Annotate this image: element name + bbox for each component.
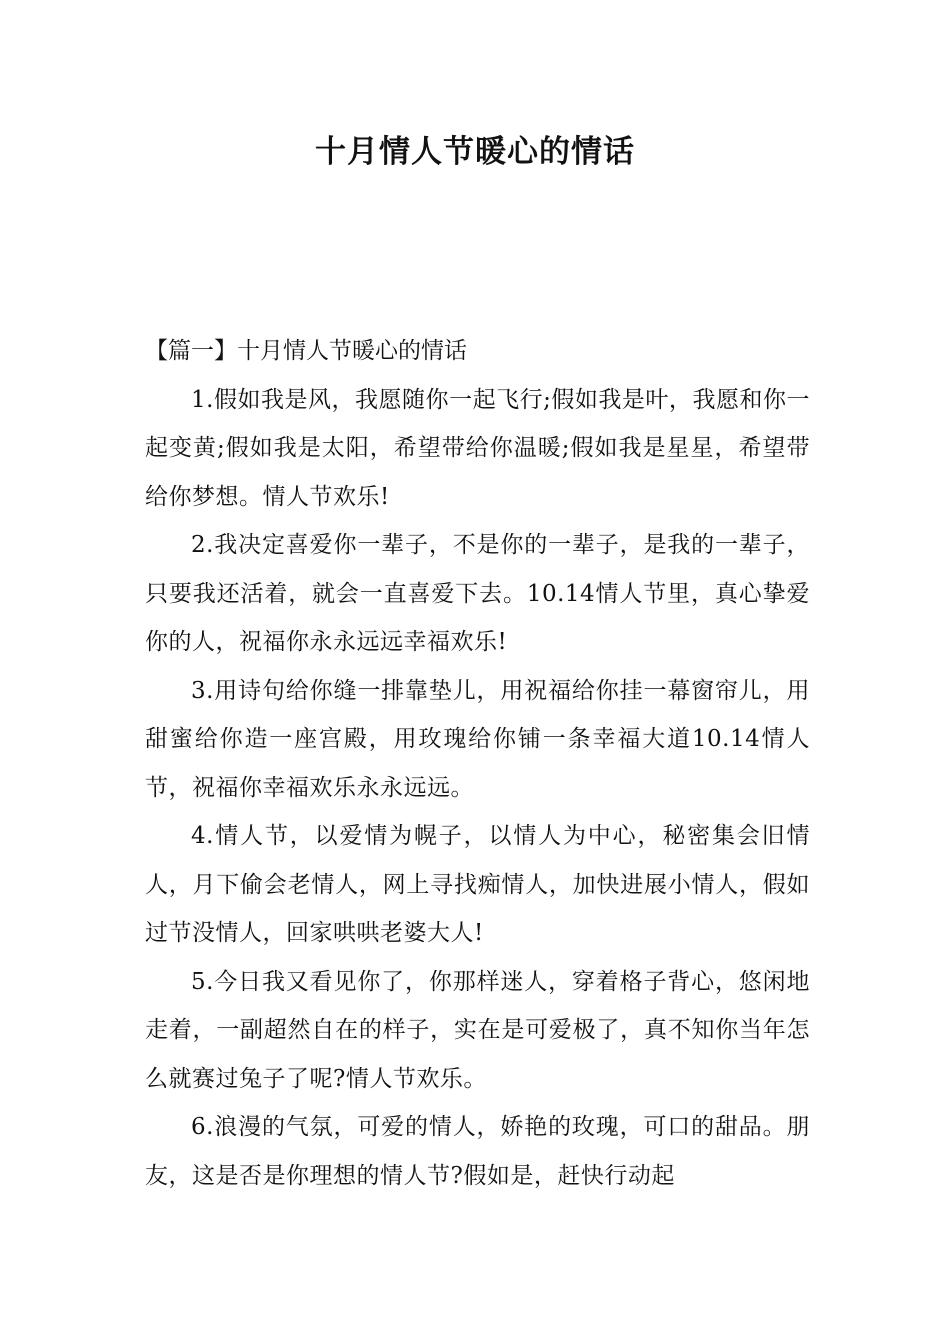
document-body <box>145 327 810 1200</box>
paragraph-item-5: 5.今日我又看见你了，你那样迷人，穿着格子背心，悠闲地走着，一副超然自在的样子，实在是可爱极了，真不知你当年怎么就赛过兔子了呢?情人节欢乐。 <box>145 968 810 1092</box>
section-heading: 【篇一】十月情人节暖心的情话 <box>145 338 467 364</box>
paragraph-item-4: 4.情人节，以爱情为幌子，以情人为中心，秘密集会旧情人，月下偷会老情人，网上寻找痴情人，加快进展小情人，假如过节没情人，回家哄哄老婆大人! <box>145 823 810 946</box>
paragraph-item-1: 1.假如我是风，我愿随你一起飞行;假如我是叶，我愿和你一起变黄;假如我是太阳，希望带给你温暖;假如我是星星，希望带给你梦想。情人节欢乐! <box>145 386 810 510</box>
paragraph-item-6: 6.浪漫的气氛，可爱的情人，娇艳的玫瑰，可口的甜品。朋友，这是否是你理想的情人节?假如是，赶快行动起 <box>145 1114 810 1189</box>
paragraph-item-2: 2.我决定喜爱你一辈子，不是你的一辈子，是我的一辈子，只要我还活着，就会一直喜爱下去。10.14情人节里，真心挚爱你的人，祝福你永永远远幸福欢乐! <box>145 532 810 655</box>
page-title: 十月情人节暖心的情话 <box>315 134 635 170</box>
paragraph-item-3: 3.用诗句给你缝一排靠垫儿，用祝福给你挂一幕窗帘儿，用甜蜜给你造一座宫殿，用玫瑰给你铺一条幸福大道10.14情人节，祝福你幸福欢乐永永远远。 <box>145 677 810 801</box>
